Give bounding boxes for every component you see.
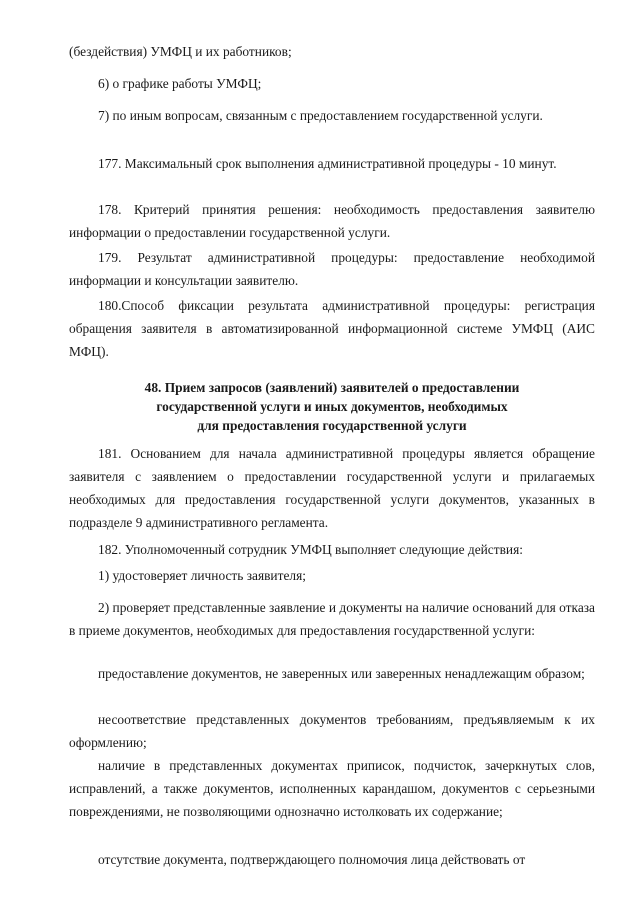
refusal-ground-4: отсутствие документа, подтверждающего полномочия лица действовать от	[98, 852, 526, 867]
paragraph-180: 180.Способ фиксации результата административной процедуры: регистрация обращения заявителя в автоматизированной информационной системе УМФЦ (АИС МФЦ).	[69, 298, 595, 359]
section-heading-48	[69, 378, 595, 435]
paragraph-181: 181. Основанием для начала административной процедуры является обращение заявителя с заявлением о предоставлении государственной услуги и прилагаемых необходимых для предоставления государственной услуги документов, указанных в подразделе 9 административного регламента.	[69, 446, 595, 530]
refusal-ground-1: предоставление документов, не заверенных или заверенных ненадлежащим образом;	[98, 666, 585, 681]
paragraph-179: 179. Результат административной процедуры: предоставление необходимой информации и консультации заявителю.	[69, 250, 595, 288]
list-item-182-1: 1) удостоверяет личность заявителя;	[98, 568, 306, 583]
paragraph-continuation: (бездействия) УМФЦ и их работников;	[69, 44, 292, 59]
section-heading-line-3: для предоставления государственной услуги	[197, 418, 467, 433]
list-item-182-2: 2) проверяет представленные заявление и документы на наличие оснований для отказа в приеме документов, необходимых для предоставления государственной услуги:	[69, 600, 595, 638]
paragraph-177: 177. Максимальный срок выполнения административной процедуры - 10 минут.	[98, 156, 557, 171]
section-heading-line-2: государственной услуги и иных документов, необходимых	[156, 399, 508, 414]
list-item-6: 6) о графике работы УМФЦ;	[98, 76, 262, 91]
paragraph-178: 178. Критерий принятия решения: необходимость предоставления заявителю информации о предоставлении государственной услуги.	[69, 202, 595, 240]
list-item-7: 7) по иным вопросам, связанным с предоставлением государственной услуги.	[98, 108, 543, 123]
refusal-ground-3: наличие в представленных документах приписок, подчисток, зачеркнутых слов, исправлений, а также документов, исполненных карандашом, документов с серьезными повреждениями, не позволяющими однозначно истолковать их содержание;	[69, 758, 595, 819]
refusal-ground-2: несоответствие представленных документов требованиям, предъявляемым к их оформлению;	[69, 712, 595, 750]
section-heading-line-1: 48. Прием запросов (заявлений) заявителей о предоставлении	[144, 380, 520, 395]
paragraph-182: 182. Уполномоченный сотрудник УМФЦ выполняет следующие действия:	[98, 542, 523, 557]
